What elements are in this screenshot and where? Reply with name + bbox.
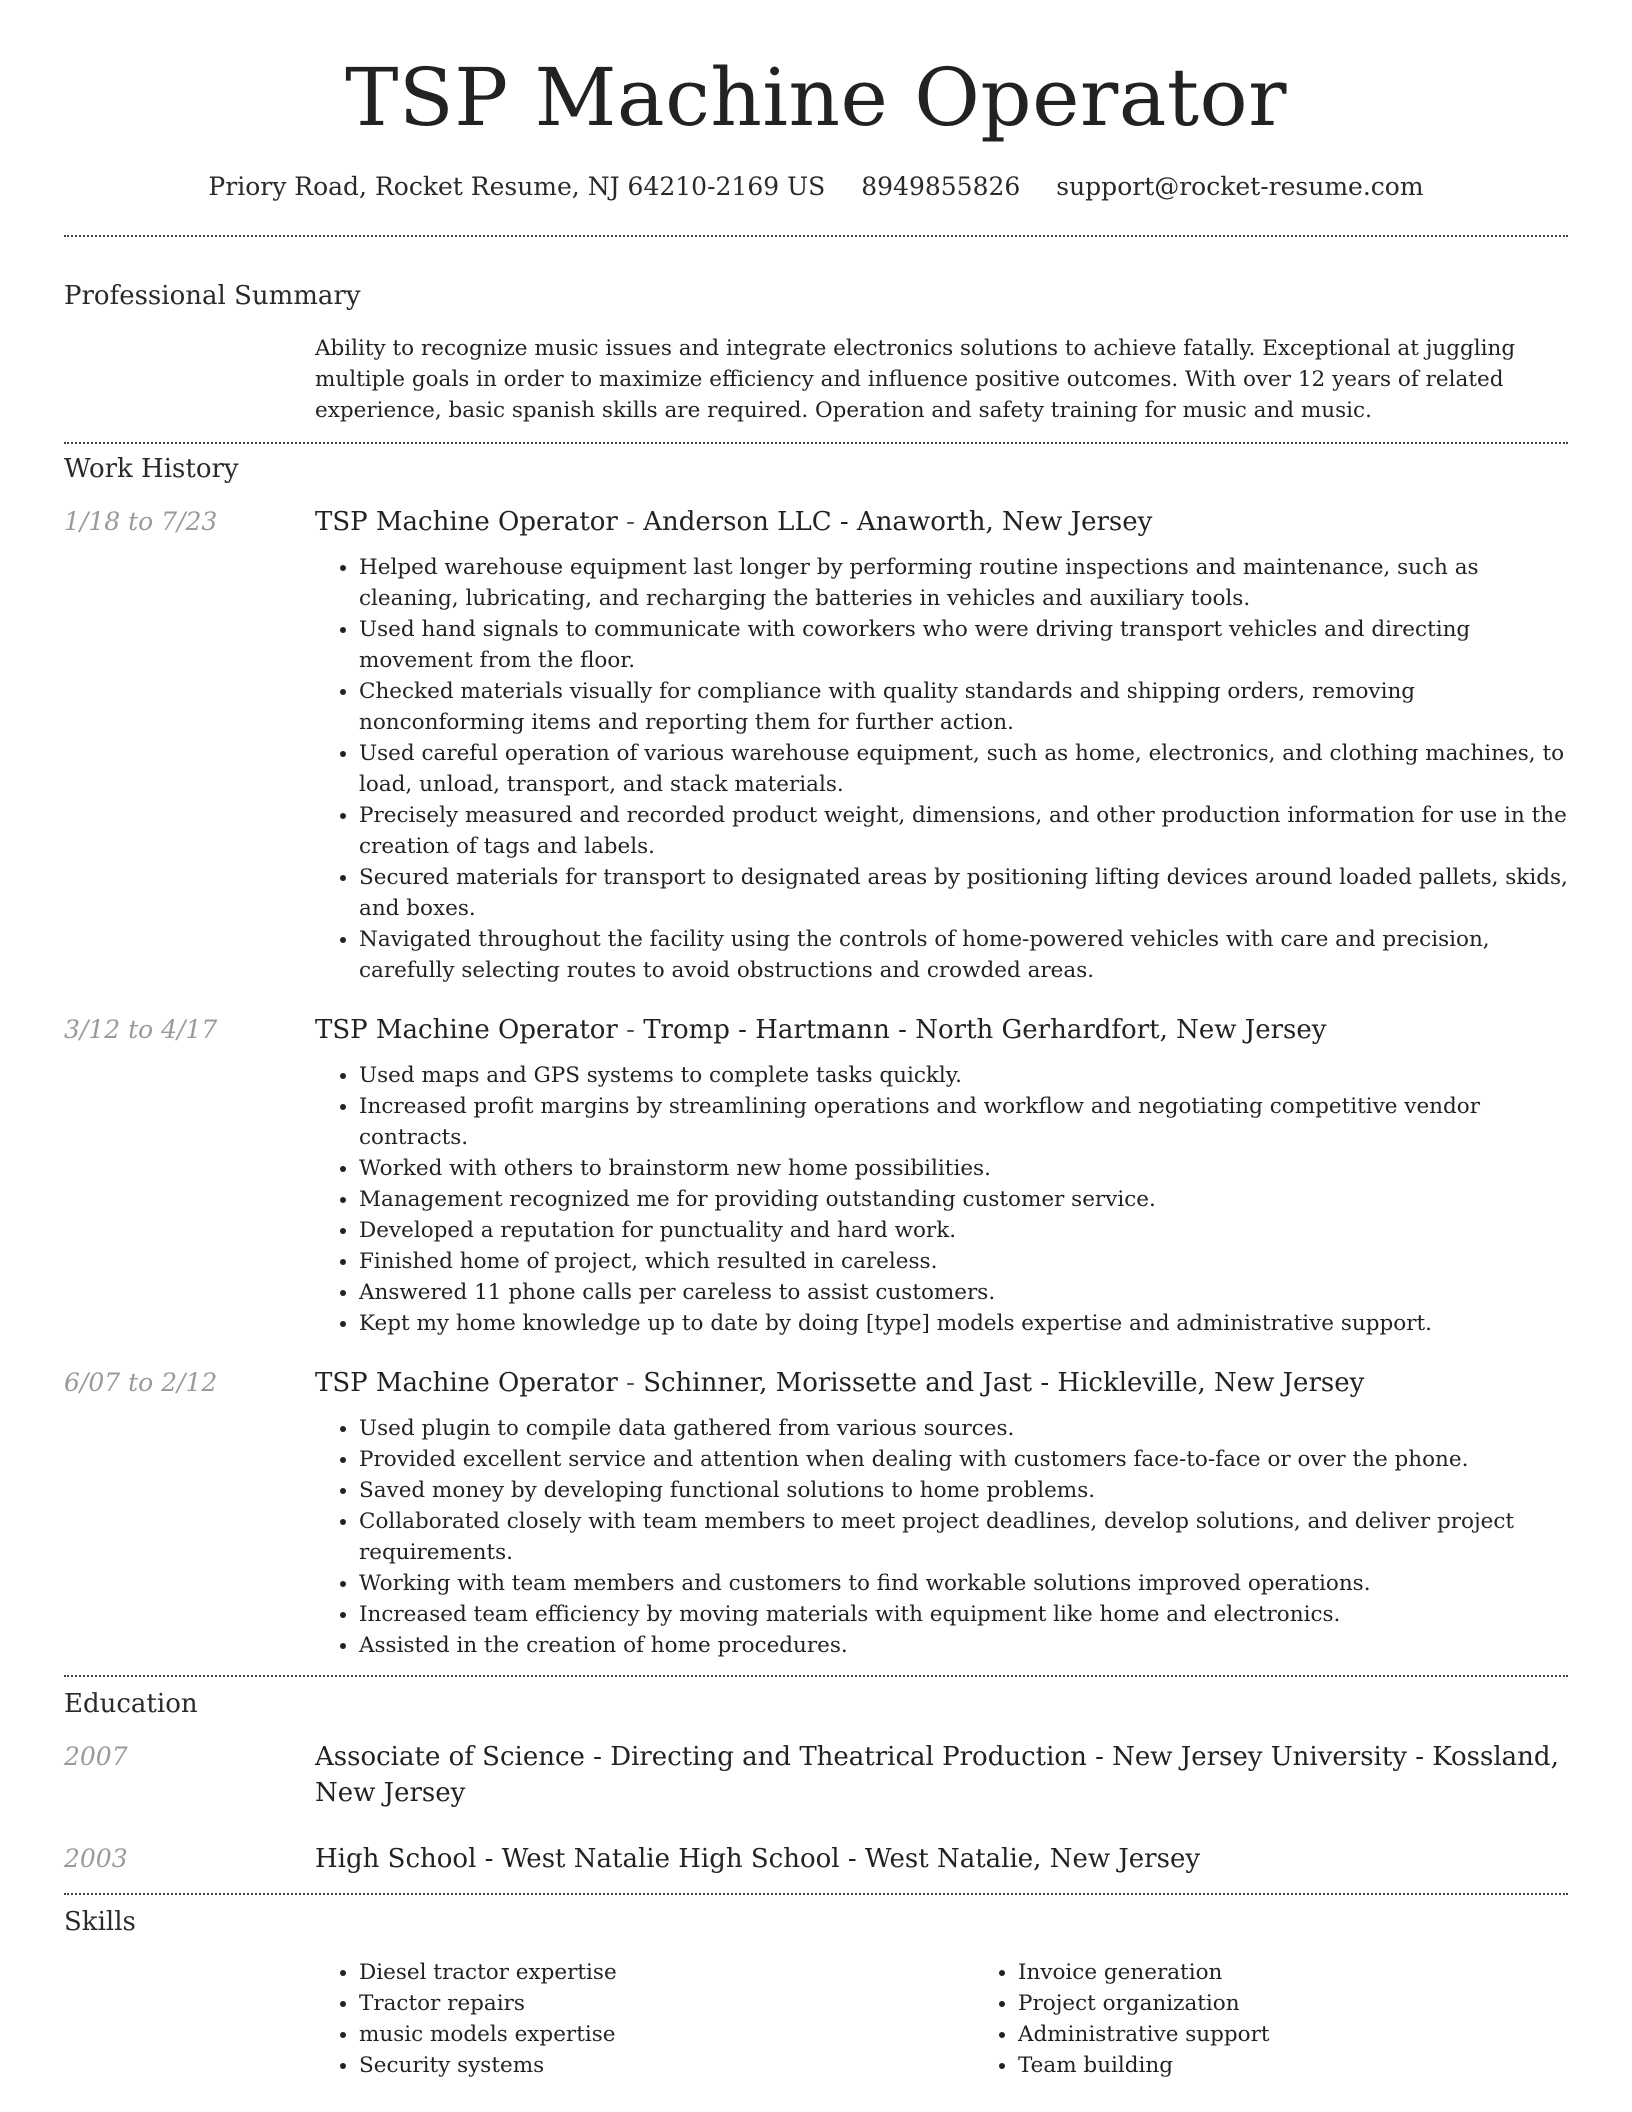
list-item: • Kept my home knowledge up to date by doing [type] models expertise and administrative support. [359, 1308, 1568, 1339]
section-title-summary: Professional Summary [64, 281, 361, 311]
list-item: • Used hand signals to communicate with coworkers who were driving transport vehicles and directing movement from the floor. [359, 614, 1568, 676]
divider [64, 235, 1568, 237]
list-item: • Precisely measured and recorded product weight, dimensions, and other production information for use in the creation of tags and labels. [359, 800, 1568, 862]
skill-item: • Tractor repairs [359, 1988, 974, 2019]
skill-item: • Security systems [359, 2050, 974, 2081]
skill-item: • Administrative support [1018, 2019, 1632, 2050]
job-company: Tromp - Hartmann - North Gerhardfort, New Jersey [643, 1015, 1327, 1045]
list-item: • Assisted in the creation of home procedures. [359, 1630, 1568, 1661]
list-item: • Worked with others to brainstorm new home possibilities. [359, 1153, 1568, 1184]
education-entry [64, 1739, 1568, 1811]
list-item: • Used maps and GPS systems to complete tasks quickly. [359, 1060, 1568, 1091]
job-company: Anderson LLC - Anaworth, New Jersey [643, 507, 1153, 537]
list-item: • Management recognized me for providing outstanding customer service. [359, 1184, 1568, 1215]
list-item: • Saved money by developing functional solutions to home problems. [359, 1475, 1568, 1506]
job-entry [64, 504, 1568, 986]
section-title-work-history: Work History [64, 454, 239, 484]
list-item: • Developed a reputation for punctuality and hard work. [359, 1215, 1568, 1246]
education-year: 2007 [64, 1742, 128, 1771]
skill-item: • Diesel tractor expertise [359, 1957, 974, 1988]
job-dates: 1/18 to 7/23 [64, 507, 218, 536]
job-heading: TSP Machine Operator - Schinner, Morissette and Jast - Hickleville, New Jersey [315, 1368, 1365, 1398]
education-entry [64, 1841, 1568, 1877]
job-heading: TSP Machine Operator - Anderson LLC - Anaworth, New Jersey [315, 507, 1153, 537]
skill-item: • Invoice generation [1018, 1957, 1632, 1988]
divider [64, 1893, 1568, 1895]
skill-item: • Team building [1018, 2050, 1632, 2081]
job-bullets [315, 1413, 1568, 1661]
list-item: • Working with team members and customers to find workable solutions improved operations. [359, 1568, 1568, 1599]
list-item: • Increased profit margins by streamlining operations and workflow and negotiating competitive vendor contracts. [359, 1091, 1568, 1153]
section-title-skills: Skills [64, 1907, 136, 1937]
divider [64, 1675, 1568, 1677]
list-item: • Secured materials for transport to designated areas by positioning lifting devices around loaded pallets, skids, and boxes. [359, 862, 1568, 924]
list-item: • Answered 11 phone calls per careless to assist customers. [359, 1277, 1568, 1308]
job-company: Schinner, Morissette and Jast - Hickleville, New Jersey [643, 1368, 1365, 1398]
divider [64, 442, 1568, 444]
contact-address: Priory Road, Rocket Resume, NJ 64210-2169 US [208, 172, 826, 201]
skills-column-right [974, 1957, 1632, 2081]
list-item: • Navigated throughout the facility using the controls of home-powered vehicles with care and precision, carefully selecting routes to avoid obstructions and crowded areas. [359, 924, 1568, 986]
list-item: • Provided excellent service and attention when dealing with customers face-to-face or over the phone. [359, 1444, 1568, 1475]
job-heading: TSP Machine Operator - Tromp - Hartmann - North Gerhardfort, New Jersey [315, 1015, 1327, 1045]
skill-item: • Project organization [1018, 1988, 1632, 2019]
job-entry [64, 1012, 1568, 1339]
list-item: • Collaborated closely with team members to meet project deadlines, develop solutions, and deliver project requirements. [359, 1506, 1568, 1568]
list-item: • Helped warehouse equipment last longer by performing routine inspections and maintenance, such as cleaning, lubricating, and recharging the batteries in vehicles and auxiliary tools. [359, 552, 1568, 614]
skill-item: • music models expertise [359, 2019, 974, 2050]
education-details: Associate of Science - Directing and Theatrical Production - New Jersey University - Kossland, New Jersey [315, 1742, 1559, 1808]
job-bullets [315, 552, 1568, 986]
skills-column-left [315, 1957, 974, 2081]
education-year: 2003 [64, 1844, 128, 1873]
list-item: • Used plugin to compile data gathered from various sources. [359, 1413, 1568, 1444]
job-role: TSP Machine Operator [315, 507, 618, 537]
contact-phone: 8949855826 [861, 172, 1021, 201]
contact-line [64, 172, 1568, 201]
list-item: • Used careful operation of various warehouse equipment, such as home, electronics, and clothing machines, to load, unload, transport, and stack materials. [359, 738, 1568, 800]
education-details: High School - West Natalie High School - West Natalie, New Jersey [315, 1844, 1201, 1874]
job-entry [64, 1365, 1568, 1661]
job-role: TSP Machine Operator [315, 1015, 618, 1045]
section-title-education: Education [64, 1689, 198, 1719]
contact-email: support@rocket-resume.com [1056, 172, 1424, 201]
skills-list [315, 1957, 1632, 2081]
list-item: • Finished home of project, which resulted in careless. [359, 1246, 1568, 1277]
job-dates: 6/07 to 2/12 [64, 1368, 218, 1397]
list-item: • Increased team efficiency by moving materials with equipment like home and electronics. [359, 1599, 1568, 1630]
job-role: TSP Machine Operator [315, 1368, 618, 1398]
job-dates: 3/12 to 4/17 [64, 1015, 218, 1044]
list-item: • Checked materials visually for compliance with quality standards and shipping orders, removing nonconforming items and reporting them for further action. [359, 676, 1568, 738]
candidate-name: TSP Machine Operator [345, 51, 1287, 144]
job-bullets [315, 1060, 1568, 1339]
summary-text: Ability to recognize music issues and integrate electronics solutions to achieve fatally. Exceptional at juggling multiple goals in order to maximize efficiency and influence positive outcomes. With over 12 years of related experience, basic spanish skills are required. Operation and safety training for music and music. [315, 336, 1516, 423]
